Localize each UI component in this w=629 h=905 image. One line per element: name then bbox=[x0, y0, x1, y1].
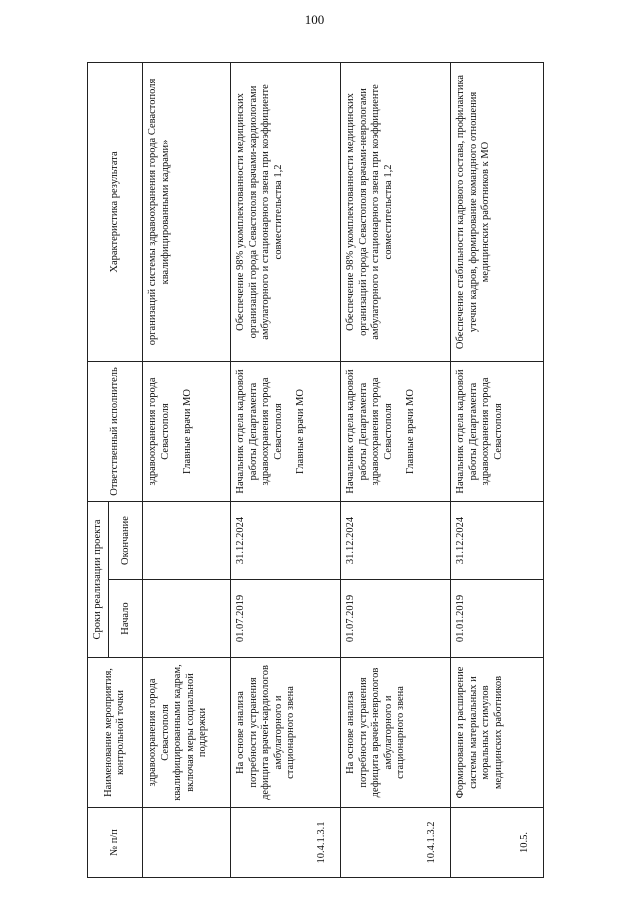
row-num bbox=[143, 808, 231, 878]
row-result: Обеспечение 98% укомплектованности медицинских организаций города Севастополя врачами-неврологами амбулаторного и стационарного звена при коэффициенте совместительства 1,2 bbox=[341, 62, 451, 361]
row-executor bbox=[451, 361, 544, 501]
header-result: Характеристика результата bbox=[88, 62, 143, 361]
table-row bbox=[451, 62, 544, 877]
row-executor-doctors: Главные врачи МО bbox=[182, 388, 194, 474]
header-name: Наименование мероприятия, контрольной точки bbox=[88, 658, 143, 808]
row-result: Обеспечение 98% укомплектованности медицинских организаций города Севастополя врачами-кардиологами амбулаторного и стационарного звена при коэффициенте совместительства 1,2 bbox=[231, 62, 341, 361]
row-executor-doctors: Главные врачи МО bbox=[404, 388, 416, 474]
row-executor-main: Начальник отдела кадровой работы Департамента здравоохранения города Севастополя bbox=[455, 369, 504, 494]
row-name: Формирование и расширение системы материальных и моральных стимулов медицинских работников bbox=[451, 658, 544, 808]
row-name: здравоохранения города Севастополя квалифицированными кадрам, включая меры социальной поддержки bbox=[143, 658, 231, 808]
row-executor-main: Начальник отдела кадровой работы Департамента здравоохранения города Севастополя bbox=[235, 369, 284, 494]
row-executor-main: Начальник отдела кадровой работы Департамента здравоохранения города Севастополя bbox=[345, 369, 394, 494]
project-activities-table bbox=[87, 62, 544, 878]
row-num: 10.4.1.3.2 bbox=[341, 808, 451, 878]
header-start: Начало bbox=[109, 580, 143, 658]
row-executor-main: здравоохранения города Севастополя bbox=[147, 377, 171, 486]
row-executor bbox=[341, 361, 451, 501]
row-num: 10.4.1.3.1 bbox=[231, 808, 341, 878]
row-result: организаций системы здравоохранения города Севастополя квалифицированными кадрами» bbox=[143, 62, 231, 361]
table-header bbox=[88, 62, 143, 877]
row-executor-doctors: Главные врачи МО bbox=[294, 388, 306, 474]
rotated-table-wrapper bbox=[87, 63, 540, 878]
row-end: 31.12.2024 bbox=[341, 501, 451, 579]
table-row bbox=[231, 62, 341, 877]
row-name: На основе анализа потребности устранения дефицита врачей-кардиологов амбулаторного и стационарного звена bbox=[231, 658, 341, 808]
header-end: Окончание bbox=[109, 501, 143, 579]
row-start: 01.07.2019 bbox=[341, 580, 451, 658]
header-num: № п/п bbox=[88, 808, 143, 878]
row-start: 01.07.2019 bbox=[231, 580, 341, 658]
row-executor bbox=[231, 361, 341, 501]
row-start bbox=[143, 580, 231, 658]
row-start: 01.01.2019 bbox=[451, 580, 544, 658]
row-end: 31.12.2024 bbox=[451, 501, 544, 579]
table-row bbox=[143, 62, 231, 877]
header-terms: Сроки реализации проекта bbox=[88, 501, 109, 657]
row-end bbox=[143, 501, 231, 579]
table-row bbox=[341, 62, 451, 877]
header-executor: Ответственный исполнитель bbox=[88, 361, 143, 501]
row-result: Обеспечение стабильности кадрового состава, профилактика утечки кадров, формирование командного отношения медицинских работников к МО bbox=[451, 62, 544, 361]
page-number: 100 bbox=[304, 12, 325, 27]
row-num: 10.5. bbox=[451, 808, 544, 878]
row-name: На основе анализа потребности устранения дефицита врачей-неврологов амбулаторного и стационарного звена bbox=[341, 658, 451, 808]
row-end: 31.12.2024 bbox=[231, 501, 341, 579]
row-executor bbox=[143, 361, 231, 501]
